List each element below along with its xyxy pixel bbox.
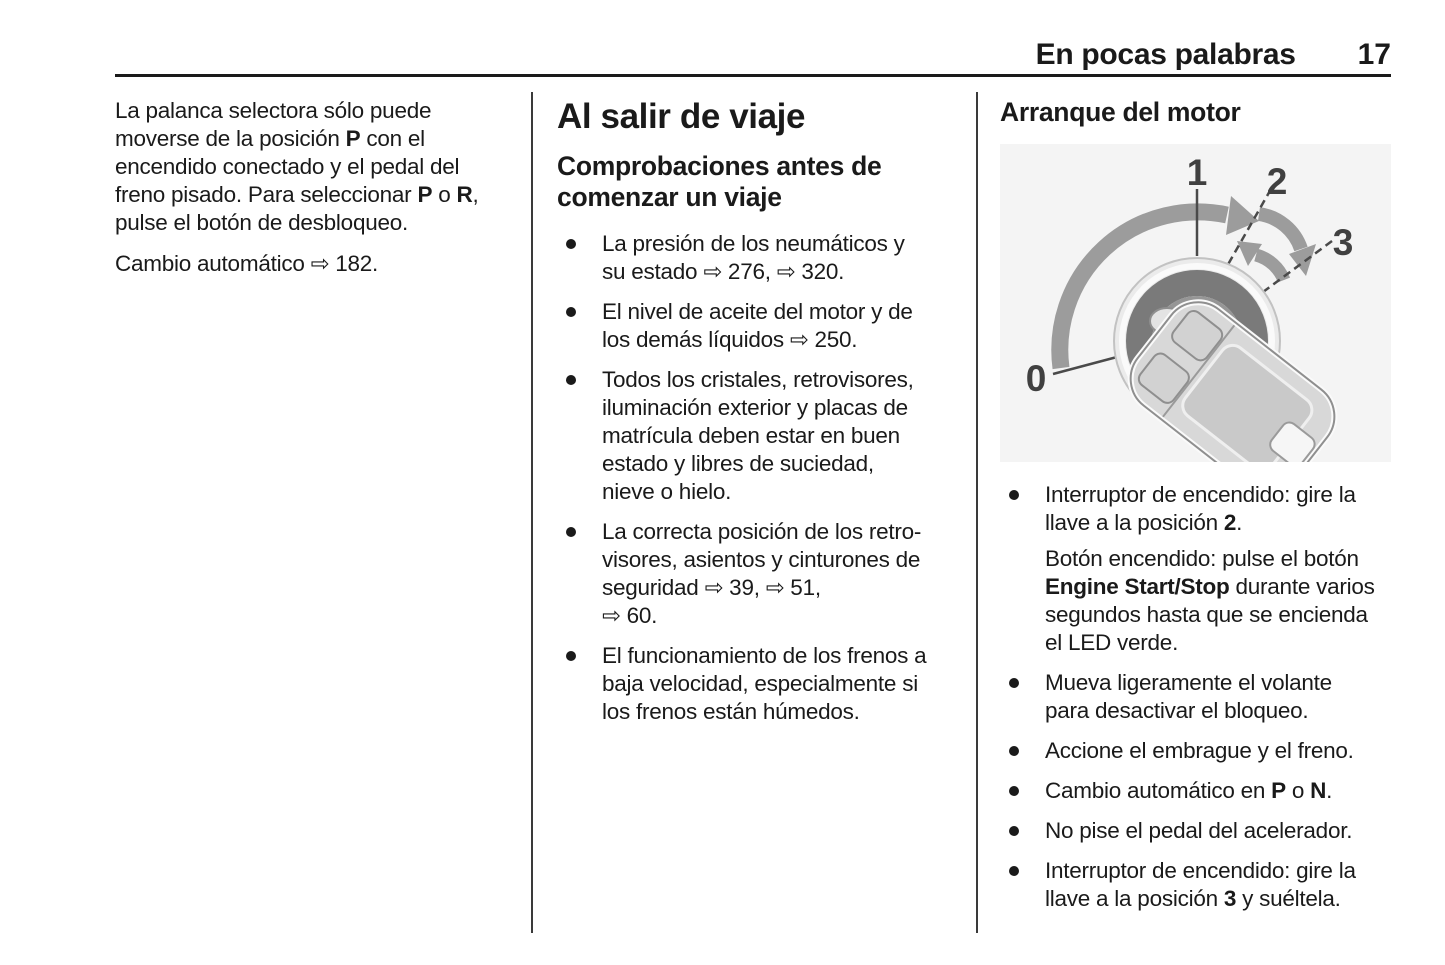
bullet-marker [1009,678,1019,688]
bullet-marker [566,375,576,385]
bullet-marker [566,527,576,537]
bullet-marker [566,307,576,317]
list-item-text [602,642,926,726]
list-item-text [602,298,913,354]
list-item-paragraph: No pise el pedal del acelerador. [1045,818,1353,843]
list-item-text [602,230,905,286]
list-item-text [1045,737,1354,765]
bullet-marker [566,651,576,661]
middle-column [557,97,963,738]
list-item-paragraph: La correcta posición de los retro- visores, asientos y cinturones de seguridad ⇨ 39, ⇨ 51, ⇨ 60. [602,519,922,628]
list-item-paragraph: Mueva ligeramente el volante para desactivar el bloqueo. [1045,670,1332,723]
list-item [1000,817,1391,845]
bullet-marker [1009,746,1019,756]
list-item [1000,777,1391,805]
list-item [1000,669,1391,725]
automatic-transmission-reference: Cambio automático ⇨ 182. [115,251,378,276]
sub-heading-checks: Comprobaciones antes de comenzar un viaje [557,151,882,212]
bullet-marker [1009,826,1019,836]
left-column [115,97,527,291]
list-item-text [602,366,914,506]
header-rule [115,74,1391,77]
list-item-text [1045,777,1332,805]
list-item-text [1045,669,1332,725]
sub-heading-engine-start: Arranque del motor [1000,97,1241,127]
list-item [1000,737,1391,765]
bullet-marker [1009,786,1019,796]
section-title: En pocas palabras [1035,38,1296,71]
list-item [557,230,963,286]
checks-bullet-list [557,230,963,726]
page-number: 17 [1357,38,1391,71]
ignition-switch-figure [1000,144,1391,462]
list-item-text [1045,857,1356,913]
position-label-2: 2 [1266,161,1288,202]
list-item-paragraph: Botón encendido: pulse el botón Engine Start/Stop durante varios segundos hasta que se encienda el LED verde. [1045,546,1375,655]
list-item-paragraph: Interruptor de encendido: gire la llave a la posición 3 y suéltela. [1045,858,1356,911]
list-item-paragraph: La presión de los neumáticos y su estado ⇨ 276, ⇨ 320. [602,231,905,284]
list-item-paragraph: El funcionamiento de los frenos a baja velocidad, especialmente si los frenos están húmedos. [602,643,927,724]
column-divider-right [976,92,978,933]
position-label-3: 3 [1332,222,1354,263]
list-item-text [602,518,921,630]
list-item [1000,857,1391,913]
section-heading-departure: Al salir de viaje [557,97,806,136]
bullet-marker [566,239,576,249]
list-item-paragraph: Interruptor de encendido: gire la llave a la posición 2. [1045,482,1356,535]
bullet-marker [1009,866,1019,876]
list-item-paragraph: Cambio automático en P o N. [1045,778,1333,803]
page-header [115,38,1391,72]
bullet-marker [1009,490,1019,500]
list-item [1000,481,1391,657]
engine-start-bullet-list [1000,481,1391,913]
list-item-paragraph: Accione el embrague y el freno. [1045,738,1354,763]
list-item [557,518,963,630]
right-column [1000,97,1391,925]
list-item [557,298,963,354]
position-label-1: 1 [1186,152,1208,193]
list-item-text [1045,817,1352,845]
column-divider-left [531,92,533,933]
list-item-text [1045,481,1375,657]
selector-lever-paragraph: La palanca selectora sólo puede moverse de la posición P con el encendido conectado y el pedal del freno pisado. Para seleccionar P o R, pulse el botón de desbloqueo. [115,98,479,235]
list-item-paragraph: El nivel de aceite del motor y de los demás líquidos ⇨ 250. [602,299,913,352]
position-label-0: 0 [1025,358,1047,399]
list-item-paragraph: Todos los cristales, retrovisores, iluminación exterior y placas de matrícula deben estar en buen estado y libres de suciedad, nieve o hielo. [602,367,914,504]
list-item [557,642,963,726]
list-item [557,366,963,506]
